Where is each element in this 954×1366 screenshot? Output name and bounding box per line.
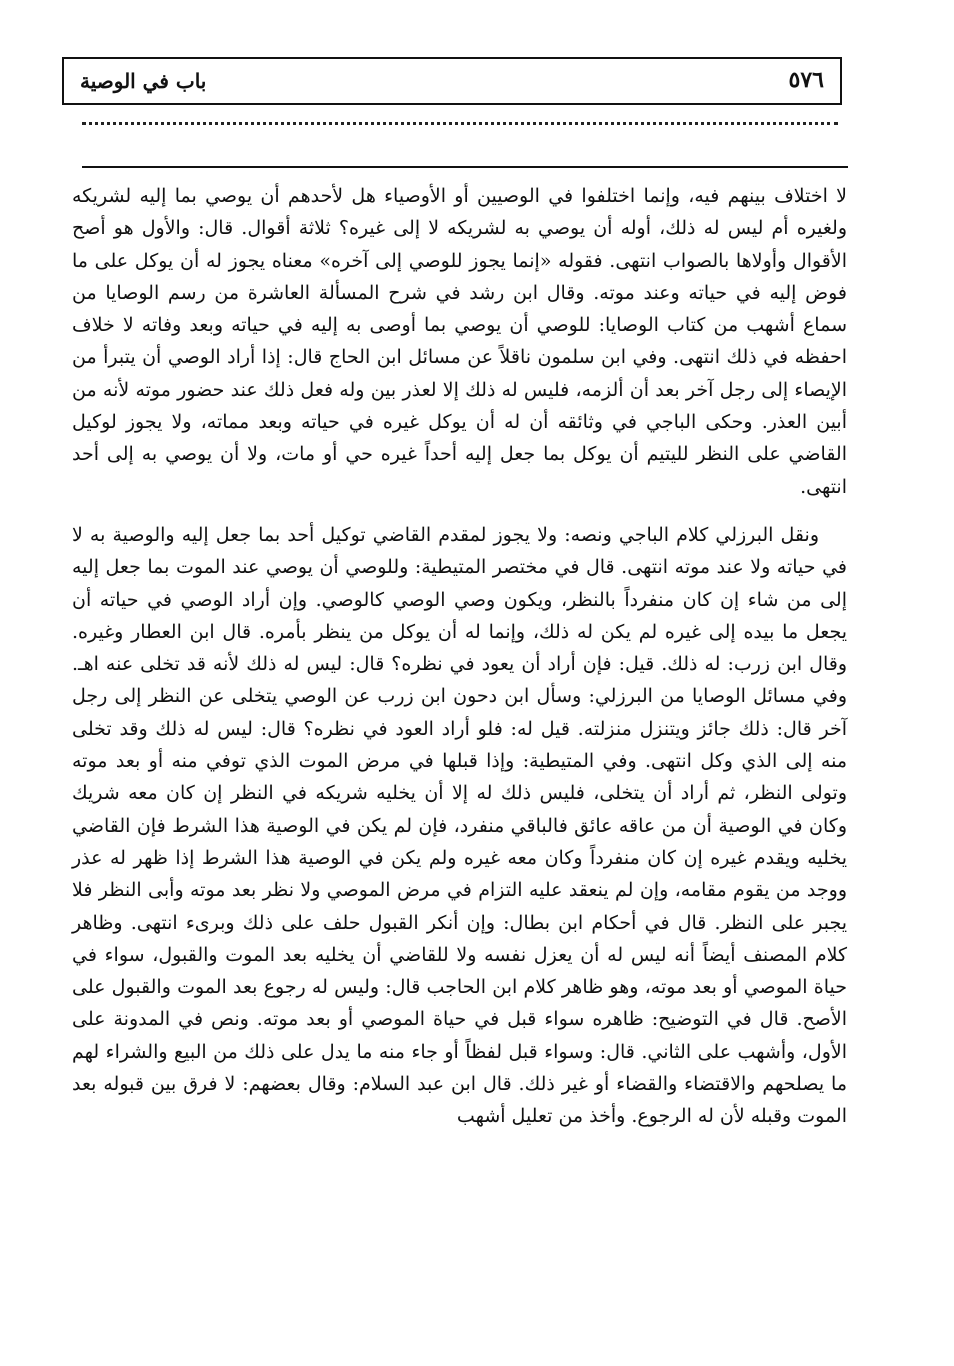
chapter-title: باب في الوصية [80,69,207,93]
paragraph-1: لا اختلاف بينهم فيه، وإنما اختلفوا في الوصيين أو الأوصياء هل لأحدهم أن يوصي بما إليه لشريكه ولغيره أم ليس له ذلك، أوله أن يوصي به لشريكه لا إلى غيره؟ ثلاثة أقوال. قال: والأول هو أصح الأقوال وأولاها بالصواب انتهى. فقوله «إنما يجوز للوصي إلى آخره» معناه يجوز له أن يوكل على ما فوض إليه في حياته وعند موته. وقال ابن رشد في شرح المسألة العاشرة من رسم الوصايا من سماع أشهب من كتاب الوصايا: للوصي أن يوصي بما أوصى به إليه في حياته وبعد وفاته لا خلاف احفظه في ذلك انتهى. وفي ابن سلمون ناقلاً عن مسائل ابن الحاج قال: إذا أراد الوصي أن يتبرأ من الإيصاء إلى رجل آخر بعد أن ألزمه، فليس له ذلك إلا لعذر بين وله فعل ذلك عند حضور موته لأنه من أبين العذر. وحكى الباجي في وثائقه أن له أن يوكل غيره في حياته وبعد مماته، ولا يجوز لوكيل القاضي على النظر لليتيم أن يوكل بما جعل إليه أحداً غيره حي أو مات، ولا أن يوصي به إلى أحد انتهى. [72,185,847,498]
page-number: ٥٧٦ [788,67,824,93]
running-header [62,57,842,105]
dotted-separator [82,122,838,125]
horizontal-rule [82,166,848,168]
paragraph-2: ونقل البرزلي كلام الباجي ونصه: ولا يجوز لمقدم القاضي توكيل أحد بما جعل إليه والوصية به لا في حياته ولا عند موته انتهى. قال في مختصر المتيطية: وللوصي أن يوصي عند الموت بما جعل إليه إلى من شاء إن كان منفرداً بالنظر، ويكون وصي الوصي كالوصي. وإن أراد الوصي في حياته أن يجعل ما بيده إلى غيره لم يكن له ذلك، وإنما له أن يوكل من ينظر بأمره. قال ابن العطار وغيره. وقال ابن زرب: له ذلك. قيل: فإن أراد أن يعود في نظره؟ قال: ليس له ذلك لأنه قد تخلى عنه اهـ. وفي مسائل الوصايا من البرزلي: وسأل ابن دحون ابن زرب عن الوصي يتخلى عن النظر إلى رجل آخر قال: ذلك جائز ويتنزل منزلته. قيل له: فلو أراد العود في نظره؟ قال: ليس له ذلك وقد تخلى منه إلى الذي وكل انتهى. وفي المتيطية: وإذا قبلها في مرض الموت الذي توفي منه أو بعد موته وتولى النظر، ثم أراد أن يتخلى، فليس ذلك له إلا أن يخليه شريكه في النظر إن كان معه شريك وكان في الوصية أن من عاقه عائق فالباقي منفرد، فإن لم يكن في الوصية هذا الشرط فإن القاضي يخليه ويقدم غيره إن كان منفرداً وكان معه غيره ولم يكن في الوصية هذا الشرط إذا ظهر له عذر ووجد من يقوم مقامه، وإن لم ينعقد عليه التزام في مرض الموصي ولا نظر بعد موته وأبى النظر فلا يجبر على النظر. قال في أحكام ابن بطال: وإن أنكر القبول حلف على ذلك وبرىء انتهى. وظاهر كلام المصنف أيضاً أنه ليس له أن يعزل نفسه ولا للقاضي أن يخليه بعد الموت والقبول، سواء في حياة الموصي أو بعد موته، وهو ظاهر كلام ابن الحاجب قال: وليس له رجوع بعد الموت والقبول على الأصح. قال في التوضيح: ظاهره سواء قبل في حياة الموصي أو بعد موته. ونص في المدونة على الأول، وأشهب على الثاني. قال: وسواء قبل لفظاً أو جاء منه ما يدل على ذلك من البيع والشراء لهم ما يصلحهم والاقتضاء والقضاء أو غير ذلك. قال ابن عبد السلام: وقال بعضهم: لا فرق بين قبوله بعد الموت وقبله لأن له الرجوع. وأخذ من تعليل أشهب [72,523,847,1128]
main-text [72,180,847,1133]
